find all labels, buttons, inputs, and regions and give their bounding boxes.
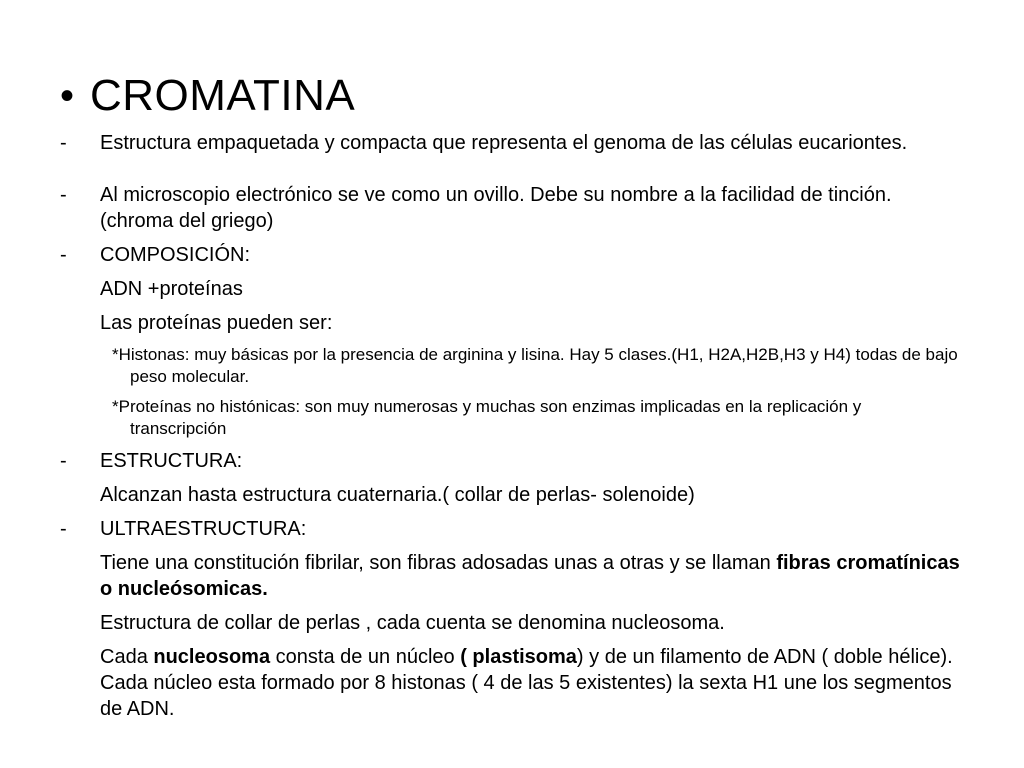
- paragraph-text: Al microscopio electrónico se ve como un ovillo. Debe su nombre a la facilidad de tinción. (chroma del griego): [100, 184, 892, 232]
- composition-text: ADN +proteínas: [100, 278, 243, 300]
- proteins-intro: [60, 310, 960, 336]
- dash-marker: -: [60, 184, 67, 206]
- slide-body: [60, 130, 960, 722]
- title-row: [60, 66, 355, 126]
- heading-structure: [60, 448, 960, 474]
- paragraph-microscope: [60, 182, 960, 234]
- structure-line: [60, 482, 960, 508]
- nonhistones-text: *Proteínas no histónicas: son muy numerosas y muchas son enzimas implicadas en la replicación y transcripción: [112, 397, 862, 438]
- ultrastructure-text: Tiene una constitución fibrilar, son fibras adosadas unas a otras y se llaman: [100, 552, 777, 574]
- title-bullet: •: [60, 74, 75, 118]
- nucleosome-text-c: consta de un núcleo: [270, 646, 461, 668]
- sub-item-nonhistones: [60, 396, 960, 440]
- heading-text: COMPOSICIÓN:: [100, 244, 251, 266]
- nucleosome-text-e: ) y de un filamento de ADN ( doble hélice). Cada núcleo esta formado por 8 histonas ( 4 de las 5 existentes) la sexta H1 une los segmentos de ADN.: [100, 646, 953, 720]
- heading-ultrastructure: [60, 516, 960, 542]
- dash-marker: -: [60, 132, 67, 154]
- histones-text: *Histonas: muy básicas por la presencia de arginina y lisina. Hay 5 clases.(H1, H2A,H2B,H3 y H4) todas de bajo peso molecular.: [112, 345, 958, 386]
- dash-marker: -: [60, 244, 67, 266]
- proteins-intro-text: Las proteínas pueden ser:: [100, 312, 333, 334]
- nucleosome-text-a: Cada: [100, 646, 154, 668]
- heading-text: ESTRUCTURA:: [100, 450, 243, 472]
- plastisoma-bold: ( plastisoma: [460, 646, 577, 668]
- ultrastructure-paragraph: [60, 550, 960, 602]
- composition-line: [60, 276, 960, 302]
- paragraph-structure: [60, 130, 960, 156]
- paragraph-text: Estructura empaquetada y compacta que representa el genoma de las células eucariontes.: [100, 132, 908, 154]
- nucleosome-bold: nucleosoma: [153, 646, 271, 668]
- fibras-bold: fibras cromatínicas o nucleósomicas.: [100, 552, 960, 600]
- slide-title: CROMATINA: [90, 71, 356, 120]
- sub-item-histones: [60, 344, 960, 388]
- heading-composition: [60, 242, 960, 268]
- nucleosome-paragraph: [60, 644, 960, 722]
- dash-marker: -: [60, 450, 67, 472]
- pearl-necklace-text: Estructura de collar de perlas , cada cuenta se denomina nucleosoma.: [100, 612, 725, 634]
- heading-text: ULTRAESTRUCTURA:: [100, 518, 307, 540]
- pearl-necklace-line: [60, 610, 960, 636]
- structure-text: Alcanzan hasta estructura cuaternaria.( collar de perlas- solenoide): [100, 484, 695, 506]
- dash-marker: -: [60, 518, 67, 540]
